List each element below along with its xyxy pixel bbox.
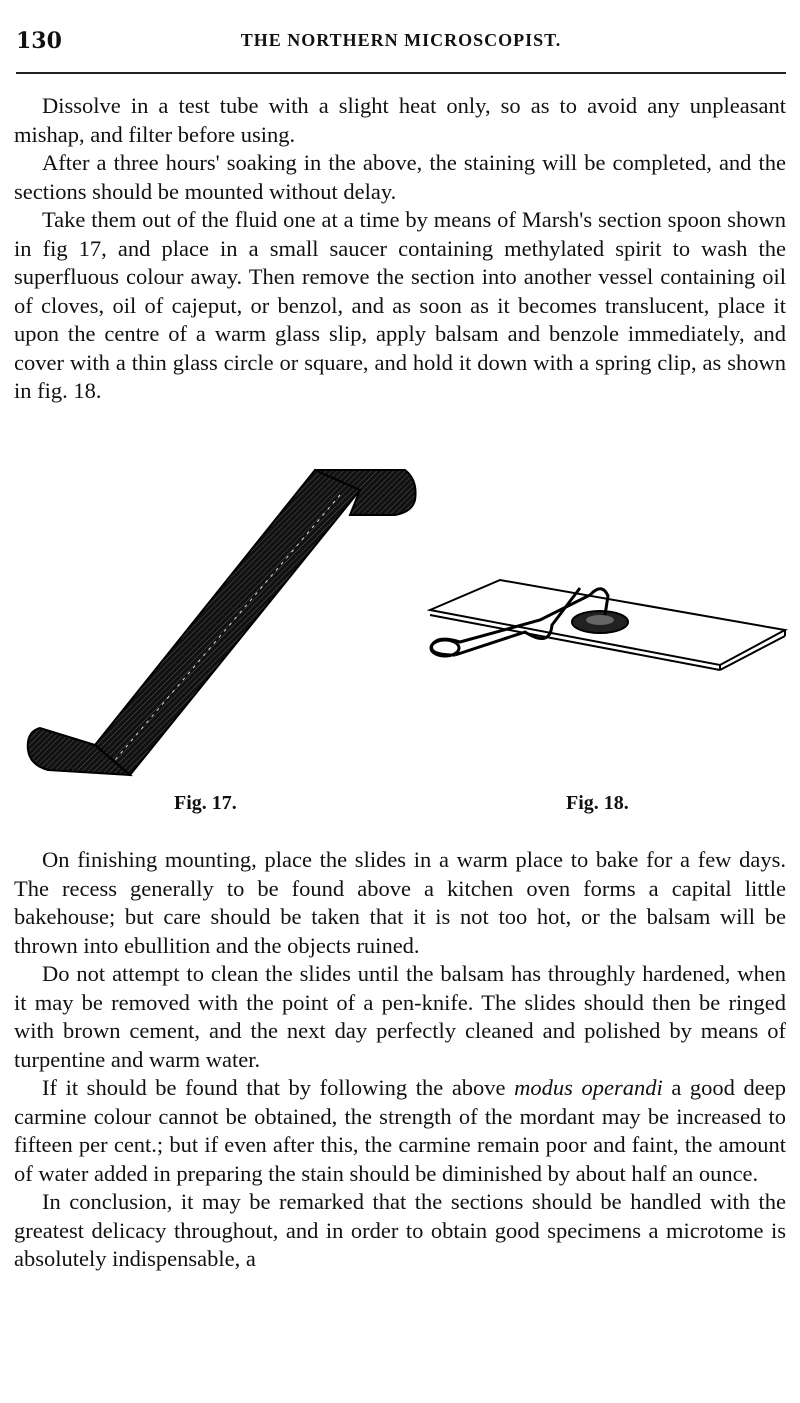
running-head: THE NORTHERN MICROSCOPIST.: [240, 30, 562, 50]
paragraph: Dissolve in a test tube with a slight heat only, so as to avoid any unpleasant mishap, and filter before using.: [14, 93, 786, 147]
text-run: If it should be found that by following the above: [42, 1075, 515, 1100]
text-run: a good deep carmine colour cannot be obtained, the strength of the mordant may be increased to fifteen per cent.; but if even after this, the carmine remain poor and faint, the amount of water added in preparing the stain should be diminished by about half an ounce.: [14, 1075, 787, 1186]
page-number: 130: [16, 28, 62, 54]
paragraph-modus-operandi: [14, 1074, 786, 1188]
top-text-block: [14, 92, 786, 406]
section-spoon-illustration: [20, 460, 430, 780]
italic-phrase: modus operandi: [514, 1075, 663, 1100]
figure-18-caption: Fig. 18.: [566, 792, 629, 814]
paragraph: Do not attempt to clean the slides until the balsam has throughly hardened, when it may be removed with the point of a pen-knife. The slides should then be ringed with brown cement, and the next day perfectly cleaned and polished by means of turpentine and warm water.: [14, 961, 786, 1072]
figure-17-caption: Fig. 17.: [174, 792, 237, 814]
bottom-text-block: [14, 846, 786, 1274]
header-rule: [16, 72, 786, 74]
page-header: [16, 28, 786, 58]
paragraph: On finishing mounting, place the slides in a warm place to bake for a few days. The recess generally to be found above a kitchen oven forms a capital little bakehouse; but care should be taken that it is not too hot, or the balsam will be thrown into ebullition and the objects ruined.: [14, 847, 786, 958]
spring-clip-illustration: [420, 560, 790, 680]
paragraph: After a three hours' soaking in the above, the staining will be completed, and the sections should be mounted without delay.: [14, 150, 786, 204]
paragraph: In conclusion, it may be remarked that the sections should be handled with the greatest delicacy throughout, and in order to obtain good specimens a microtome is absolutely indispensable, a: [14, 1189, 786, 1271]
paragraph: Take them out of the fluid one at a time by means of Marsh's section spoon shown in fig 17, and place in a small saucer containing methylated spirit to wash the superfluous colour away. Then remove the section into another vessel containing oil of cloves, oil of cajeput, or benzol, and as soon as it becomes translucent, place it upon the centre of a warm glass slip, apply balsam and benzole immediately, and cover with a thin glass circle or square, and hold it down with a spring clip, as shown in fig. 18.: [14, 207, 786, 403]
